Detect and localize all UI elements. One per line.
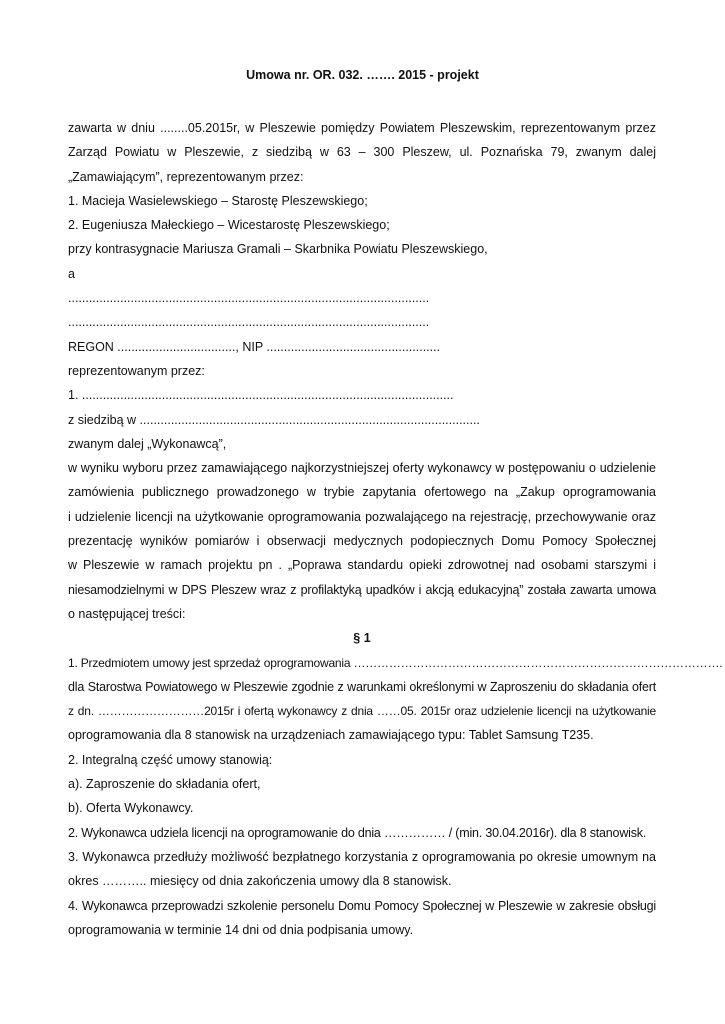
clause-2-item-b: b). Oferta Wykonawcy. <box>68 801 194 816</box>
preamble-line-4: prezentację wyników pomiarów i obserwacji medycznych podopiecznych Domu Pomocy Społecznej <box>68 534 656 549</box>
representative-1: 1. Macieja Wasielewskiego – Starostę Pleszewskiego; <box>68 193 368 208</box>
intro-line-1: zawarta w dniu ........05.2015r, w Pleszewie pomiędzy Powiatem Pleszewskim, reprezentowanym przez <box>68 121 656 135</box>
contractor-representative: 1. ........................................................................................................... <box>68 388 454 403</box>
intro-line-3: „Zamawiającym”, reprezentowanym przez: <box>68 169 304 184</box>
representative-2: 2. Eugeniusza Małeckiego – Wicestarostę Pleszewskiego; <box>68 218 390 233</box>
preamble-line-2: zamówienia publicznego prowadzonego w trybie zapytania ofertowego na „Zakup oprogramowania <box>68 485 656 500</box>
represented-by: reprezentowanym przez: <box>68 363 205 378</box>
preamble-line-3: i udzielenie licencji na użytkowanie oprogramowania pozwalającego na rejestrację, przechowywanie oraz <box>68 509 656 524</box>
contractor-called: zwanym dalej „Wykonawcą”, <box>68 436 227 451</box>
preamble-line-5: w Pleszewie w ramach projektu pn . „Poprawa standardu opieki zdrowotnej nad osobami starszymi i <box>68 558 656 573</box>
intro-line-2: Zarząd Powiatu w Pleszewie, z siedzibą w 63 – 300 Pleszew, ul. Poznańska 79, zwanym dalej <box>68 145 656 160</box>
countersignature: przy kontrasygnacie Mariusza Gramali – Skarbnika Powiatu Pleszewskiego, <box>68 242 488 257</box>
document-body <box>68 116 723 942</box>
document-title: Umowa nr. OR. 032. ……. 2015 - projekt <box>246 68 479 82</box>
contractor-blank-1: ........................................................................................................ <box>68 291 430 306</box>
clause-3-line-1: 3. Wykonawca przedłuży możliwość bezpłatnego korzystania z oprogramowania po okresie umownym na <box>68 849 656 864</box>
clause-4-line-2: oprogramowania w terminie 14 dni od dnia podpisania umowy. <box>68 922 414 937</box>
clause-license: 2. Wykonawca udziela licencji na oprogramowanie do dnia …………… / (min. 30.04.2016r). dla 8 stanowisk. <box>68 825 647 840</box>
preamble-line-6: niesamodzielnymi w DPS Pleszew wraz z profilaktyką upadków i akcją edukacyjną” została zawarta umowa <box>68 582 656 597</box>
conjunction-a: a <box>68 266 75 281</box>
preamble-line-7: o następującej treści: <box>68 606 186 621</box>
clause-1-line-2: dla Starostwa Powiatowego w Pleszewie zgodnie z warunkami określonymi w Zaproszeniu do składania ofert <box>68 679 656 694</box>
clause-3-line-2: okres ……….. miesięcy od dnia zakończenia umowy dla 8 stanowisk. <box>68 874 452 889</box>
clause-1-line-3: z dn. ………………………2015r i ofertą wykonawcy z dnia ……05. 2015r oraz udzielenie licencji na użytkowanie <box>68 704 656 719</box>
clause-2-heading: 2. Integralną część umowy stanowią: <box>68 752 273 767</box>
clause-1-line-1: 1. Przedmiotem umowy jest sprzedaż oprogramowania …………………………………………………………………………………. <box>68 655 723 670</box>
clause-2-item-a: a). Zaproszenie do składania ofert, <box>68 777 261 792</box>
contractor-seat: z siedzibą w .................................................................................................. <box>68 412 480 427</box>
clause-4-line-1: 4. Wykonawca przeprowadzi szkolenie personelu Domu Pomocy Społecznej w Pleszewie w zakresie obsługi <box>68 898 656 913</box>
preamble-line-1: w wyniku wyboru przez zamawiającego najkorzystniejszej oferty wykonawcy w postępowaniu o udzielenie <box>68 461 656 476</box>
section-1-heading: § 1 <box>353 631 371 646</box>
regon-nip-line: REGON .................................., NIP .................................................. <box>68 339 441 354</box>
clause-1-line-4: oprogramowania dla 8 stanowisk na urządzeniach zamawiającego typu: Tablet Samsung T235. <box>68 728 594 743</box>
contractor-blank-2: ........................................................................................................ <box>68 315 430 330</box>
